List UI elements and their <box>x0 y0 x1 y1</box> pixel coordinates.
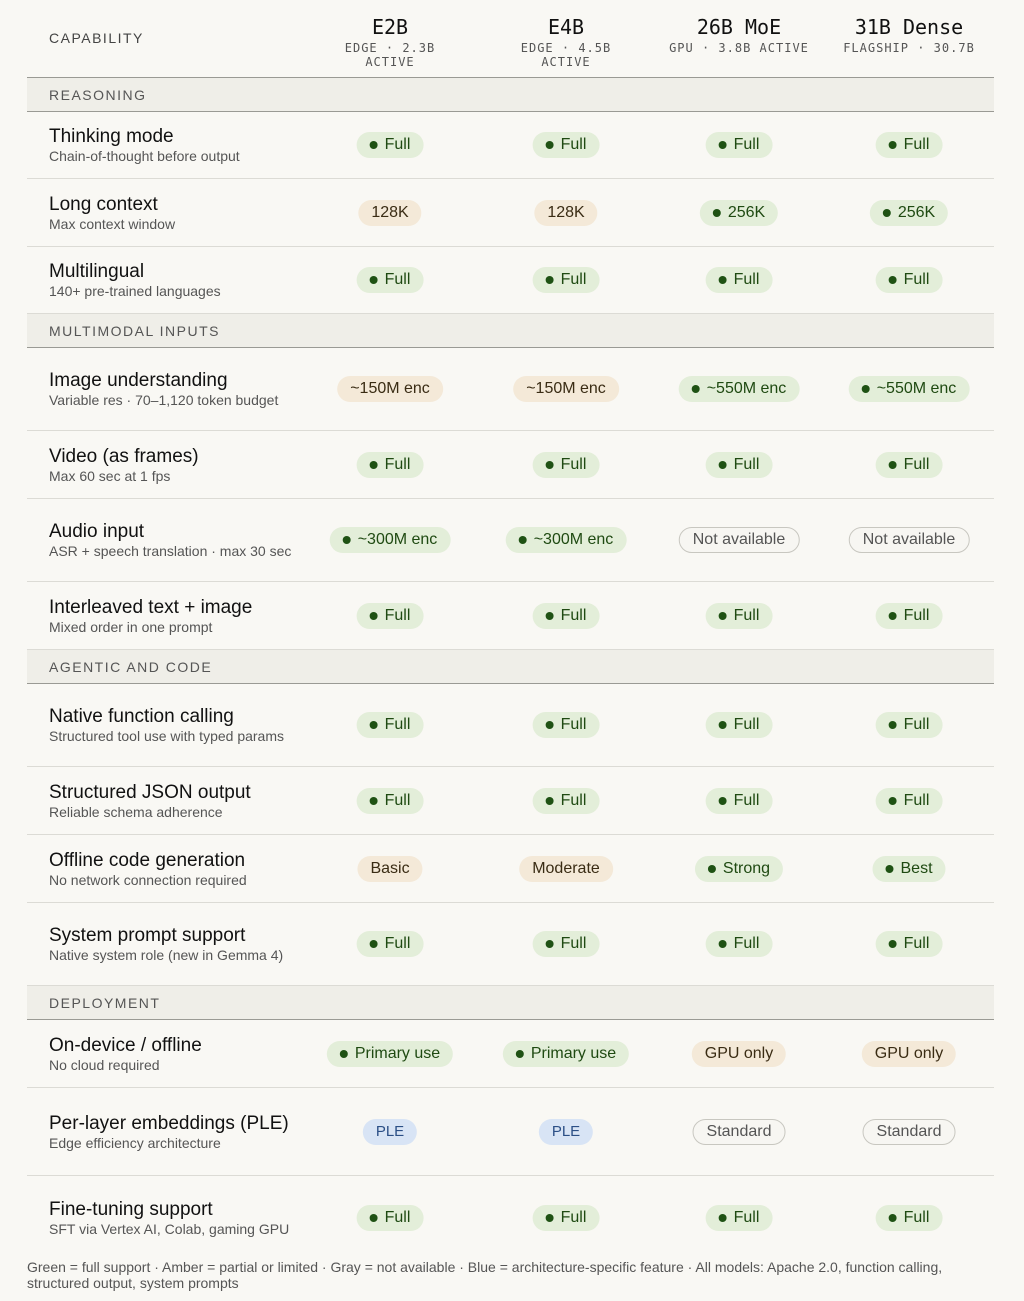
capability-description: Edge efficiency architecture <box>49 1134 221 1151</box>
support-badge-green <box>357 788 424 814</box>
status-dot-icon <box>546 940 554 948</box>
support-label: Moderate <box>532 859 600 877</box>
table-row <box>27 1176 994 1259</box>
support-label: Full <box>560 791 587 809</box>
support-label: Full <box>384 716 411 733</box>
support-badge-green <box>357 712 424 738</box>
support-badge-green <box>327 1041 453 1067</box>
support-cell <box>503 1041 629 1067</box>
support-label: GPU only <box>704 1044 774 1062</box>
capability-title: Image understanding <box>49 370 228 391</box>
status-dot-icon <box>719 612 727 620</box>
support-label: Primary use <box>354 1044 441 1062</box>
capability-cell <box>49 521 294 559</box>
support-cell <box>872 856 945 882</box>
support-badge-green <box>357 1205 424 1231</box>
support-badge-green <box>533 931 600 957</box>
support-cell <box>706 267 773 293</box>
capability-title: Video (as frames) <box>49 445 199 467</box>
support-cell <box>337 376 443 402</box>
status-dot-icon <box>889 141 897 149</box>
support-cell <box>876 132 943 158</box>
section-header <box>27 78 994 112</box>
support-cell <box>876 452 943 478</box>
capability-cell <box>49 1113 294 1151</box>
support-badge-green <box>330 527 451 553</box>
model-column-header <box>824 14 994 55</box>
capability-title: Offline code generation <box>49 849 246 871</box>
support-label: Full <box>560 716 587 733</box>
support-label: Strong <box>722 859 771 877</box>
support-cell <box>862 1041 956 1067</box>
support-badge-green <box>706 1205 773 1231</box>
model-name: 31B Dense <box>854 15 964 39</box>
capability-title: Fine-tuning support <box>49 1198 213 1220</box>
support-badge-green <box>503 1041 629 1067</box>
model-name: E2B <box>371 15 409 39</box>
capability-cell <box>49 925 294 963</box>
support-label: Basic <box>370 859 410 877</box>
support-cell <box>863 1119 956 1145</box>
support-label: Full <box>384 1208 411 1226</box>
status-dot-icon <box>370 276 378 284</box>
table-row <box>27 767 994 835</box>
support-badge-green <box>706 452 773 478</box>
capability-description: ASR + speech translation · max 30 sec <box>49 543 292 559</box>
support-badge-green <box>876 1205 943 1231</box>
status-dot-icon <box>546 1214 554 1222</box>
support-cell <box>533 603 600 629</box>
support-cell <box>679 527 800 553</box>
support-badge-green <box>706 132 773 158</box>
support-label: Not available <box>692 531 786 548</box>
support-badge-green <box>533 603 600 629</box>
support-badge-green <box>876 788 943 814</box>
model-subtitle: EDGE · 2.3B ACTIVE <box>344 41 436 69</box>
support-label: Full <box>733 791 760 809</box>
support-badge-green <box>706 788 773 814</box>
support-label: Full <box>384 271 411 288</box>
support-label: 256K <box>727 203 766 221</box>
support-label: Standard <box>706 1122 772 1140</box>
table-row <box>27 903 994 986</box>
status-dot-icon <box>719 276 727 284</box>
support-label: ~550M enc <box>706 380 787 397</box>
section-title: REASONING <box>49 86 147 103</box>
status-dot-icon <box>546 721 554 729</box>
capability-cell <box>49 782 294 820</box>
support-label: Full <box>560 606 587 624</box>
capability-title: Structured JSON output <box>49 781 251 803</box>
status-dot-icon <box>889 1214 897 1222</box>
support-cell <box>693 1119 786 1145</box>
support-badge-green <box>870 200 948 226</box>
support-badge-amber <box>519 856 613 882</box>
section-header <box>27 650 994 684</box>
status-dot-icon <box>546 797 554 805</box>
table-row <box>27 1088 994 1176</box>
support-badge-green <box>357 132 424 158</box>
status-dot-icon <box>692 385 700 393</box>
capability-description: Reliable schema adherence <box>49 803 223 820</box>
support-badge-gray <box>693 1119 786 1145</box>
support-label: GPU only <box>874 1044 944 1062</box>
support-label: Full <box>733 1208 760 1226</box>
support-label: Full <box>560 271 587 288</box>
support-badge-green <box>876 712 943 738</box>
support-cell <box>700 200 778 226</box>
support-badge-green <box>357 267 424 293</box>
capability-cell <box>49 446 294 484</box>
support-cell <box>357 931 424 957</box>
support-label: Full <box>384 791 411 809</box>
capability-title: System prompt support <box>49 925 246 946</box>
support-badge-amber <box>513 376 619 402</box>
status-dot-icon <box>370 940 378 948</box>
capability-description: No cloud required <box>49 1056 160 1073</box>
capability-cell <box>49 126 294 164</box>
support-cell <box>357 856 422 882</box>
support-cell <box>363 1119 417 1145</box>
capability-description: Max context window <box>49 215 176 232</box>
support-label: Full <box>903 935 930 952</box>
support-badge-green <box>533 1205 600 1231</box>
capability-title: Long context <box>49 193 158 215</box>
support-badge-green <box>876 931 943 957</box>
capability-cell <box>49 1035 294 1073</box>
support-badge-green <box>876 267 943 293</box>
support-label: Full <box>384 136 411 153</box>
support-label: Full <box>733 716 760 733</box>
support-cell <box>330 527 451 553</box>
support-cell <box>539 1119 593 1145</box>
support-cell <box>357 712 424 738</box>
capability-column-label: CAPABILITY <box>49 30 144 46</box>
status-dot-icon <box>340 1050 348 1058</box>
support-cell <box>706 1205 773 1231</box>
capability-title: Native function calling <box>49 706 234 727</box>
status-dot-icon <box>516 1050 524 1058</box>
support-label: Full <box>384 935 411 952</box>
status-dot-icon <box>546 141 554 149</box>
section-header <box>27 314 994 348</box>
support-badge-green <box>876 452 943 478</box>
status-dot-icon <box>713 209 721 217</box>
status-dot-icon <box>719 141 727 149</box>
support-label: Full <box>903 606 930 624</box>
support-label: Full <box>733 455 760 473</box>
support-badge-green <box>695 856 783 882</box>
support-badge-green <box>533 712 600 738</box>
support-label: ~300M enc <box>357 531 438 548</box>
support-cell <box>876 1205 943 1231</box>
support-badge-amber <box>862 1041 956 1067</box>
status-dot-icon <box>546 276 554 284</box>
model-name: 26B MoE <box>696 15 782 39</box>
status-dot-icon <box>708 865 716 873</box>
support-cell <box>506 527 627 553</box>
table-row <box>27 179 994 247</box>
support-cell <box>513 376 619 402</box>
support-label: Full <box>560 1208 587 1226</box>
support-cell <box>695 856 783 882</box>
model-name: E4B <box>547 15 585 39</box>
status-dot-icon <box>889 461 897 469</box>
support-badge-green <box>506 527 627 553</box>
support-cell <box>357 132 424 158</box>
support-label: Full <box>903 716 930 733</box>
support-cell <box>357 1205 424 1231</box>
support-label: PLE <box>375 1123 405 1140</box>
capability-title: Per-layer embeddings (PLE) <box>49 1112 289 1134</box>
support-cell <box>706 452 773 478</box>
section-title: AGENTIC AND CODE <box>49 658 213 675</box>
table-row <box>27 684 994 767</box>
capability-cell <box>49 706 294 744</box>
capability-cell <box>49 1199 294 1237</box>
section-header <box>27 986 994 1020</box>
status-dot-icon <box>719 461 727 469</box>
support-cell <box>706 712 773 738</box>
support-label: Best <box>900 859 933 877</box>
support-label: Full <box>733 935 760 952</box>
support-cell <box>327 1041 453 1067</box>
status-dot-icon <box>889 940 897 948</box>
table-row <box>27 431 994 499</box>
status-dot-icon <box>519 536 527 544</box>
support-label: 256K <box>897 203 936 221</box>
model-column-header <box>654 14 824 55</box>
support-badge-blue <box>363 1119 417 1145</box>
support-cell <box>357 603 424 629</box>
support-label: Full <box>384 606 411 624</box>
support-badge-green <box>876 603 943 629</box>
support-cell <box>533 1205 600 1231</box>
support-cell <box>357 267 424 293</box>
support-label: Full <box>903 271 930 288</box>
capability-description: Structured tool use with typed params <box>49 728 285 744</box>
support-label: ~150M enc <box>526 380 606 397</box>
support-label: Full <box>560 935 587 952</box>
support-cell <box>849 376 970 402</box>
capability-cell <box>49 597 294 635</box>
support-label: Full <box>903 1208 930 1226</box>
support-cell <box>533 788 600 814</box>
support-cell <box>870 200 948 226</box>
support-cell <box>706 931 773 957</box>
table-row <box>27 1020 994 1088</box>
status-dot-icon <box>719 940 727 948</box>
model-column-header <box>481 14 651 69</box>
capability-cell <box>49 194 294 232</box>
support-cell <box>533 267 600 293</box>
capability-title: Audio input <box>49 521 145 542</box>
status-dot-icon <box>862 385 870 393</box>
table-row <box>27 247 994 314</box>
table-row <box>27 112 994 179</box>
support-cell <box>876 603 943 629</box>
support-cell <box>706 788 773 814</box>
support-label: Full <box>384 455 411 473</box>
support-cell <box>679 376 800 402</box>
support-cell <box>876 931 943 957</box>
support-cell <box>692 1041 786 1067</box>
support-badge-green <box>357 931 424 957</box>
support-label: Full <box>733 606 760 624</box>
support-badge-green <box>679 376 800 402</box>
capability-title: Thinking mode <box>49 126 174 147</box>
model-subtitle: GPU · 3.8B ACTIVE <box>669 41 809 55</box>
status-dot-icon <box>370 1214 378 1222</box>
status-dot-icon <box>719 721 727 729</box>
support-label: Not available <box>862 531 956 548</box>
status-dot-icon <box>370 612 378 620</box>
model-subtitle: FLAGSHIP · 30.7B <box>843 41 975 55</box>
status-dot-icon <box>370 721 378 729</box>
support-badge-gray <box>679 527 800 553</box>
capability-description: Native system role (new in Gemma 4) <box>49 947 284 963</box>
support-badge-amber <box>337 376 443 402</box>
support-badge-green <box>533 267 600 293</box>
support-badge-blue <box>539 1119 593 1145</box>
section-title: DEPLOYMENT <box>49 994 161 1011</box>
support-badge-green <box>706 931 773 957</box>
status-dot-icon <box>370 797 378 805</box>
support-label: 128K <box>547 203 585 221</box>
support-cell <box>706 132 773 158</box>
support-badge-green <box>872 856 945 882</box>
status-dot-icon <box>883 209 891 217</box>
support-badge-gray <box>849 527 970 553</box>
support-label: 128K <box>371 203 409 221</box>
section-title: MULTIMODAL INPUTS <box>49 322 220 339</box>
support-badge-amber <box>358 200 421 226</box>
status-dot-icon <box>885 865 893 873</box>
capability-title: Interleaved text + image <box>49 596 253 618</box>
status-dot-icon <box>889 612 897 620</box>
capability-table <box>27 0 994 1259</box>
capability-description: Chain-of-thought before output <box>49 148 240 164</box>
support-badge-green <box>706 712 773 738</box>
capability-title: On-device / offline <box>49 1034 202 1056</box>
support-label: Primary use <box>530 1044 617 1062</box>
support-label: ~550M enc <box>876 380 957 397</box>
support-label: Full <box>733 136 760 153</box>
support-cell <box>876 267 943 293</box>
support-badge-amber <box>357 856 422 882</box>
support-label: Full <box>903 455 930 473</box>
support-label: PLE <box>551 1123 581 1140</box>
status-dot-icon <box>370 461 378 469</box>
support-badge-green <box>706 267 773 293</box>
model-subtitle: EDGE · 4.5B ACTIVE <box>520 41 612 69</box>
support-cell <box>706 603 773 629</box>
support-cell <box>357 788 424 814</box>
status-dot-icon <box>719 797 727 805</box>
capability-description: Mixed order in one prompt <box>49 618 213 635</box>
status-dot-icon <box>889 797 897 805</box>
support-badge-green <box>357 452 424 478</box>
capability-cell <box>49 850 294 888</box>
support-label: ~150M enc <box>350 380 430 397</box>
support-badge-amber <box>534 200 597 226</box>
support-badge-amber <box>692 1041 786 1067</box>
support-cell <box>876 788 943 814</box>
status-dot-icon <box>546 461 554 469</box>
status-dot-icon <box>719 1214 727 1222</box>
status-dot-icon <box>889 276 897 284</box>
support-badge-green <box>357 603 424 629</box>
support-cell <box>533 712 600 738</box>
support-cell <box>534 200 597 226</box>
capability-description: Max 60 sec at 1 fps <box>49 467 171 484</box>
status-dot-icon <box>343 536 351 544</box>
support-label: Full <box>560 455 587 473</box>
support-badge-green <box>533 788 600 814</box>
support-label: Full <box>560 136 587 153</box>
support-cell <box>533 132 600 158</box>
capability-cell <box>49 370 294 408</box>
model-column-header <box>305 14 475 69</box>
support-badge-green <box>876 132 943 158</box>
status-dot-icon <box>889 721 897 729</box>
support-cell <box>849 527 970 553</box>
support-badge-gray <box>863 1119 956 1145</box>
table-row <box>27 835 994 903</box>
table-row <box>27 499 994 582</box>
table-header <box>27 0 994 78</box>
capability-cell <box>49 261 294 299</box>
capability-description: Variable res · 70–1,120 token budget <box>49 392 279 408</box>
support-badge-green <box>706 603 773 629</box>
support-cell <box>876 712 943 738</box>
support-label: Full <box>903 791 930 809</box>
support-label: Full <box>733 271 760 288</box>
legend-footnote: Green = full support · Amber = partial or limited · Gray = not available · Blue = architecture-specific feature · All models: Apache 2.0, function calling, structured output, system prompts <box>27 1259 943 1291</box>
support-cell <box>519 856 613 882</box>
support-label: ~300M enc <box>533 531 614 548</box>
support-badge-green <box>849 376 970 402</box>
table-row <box>27 348 994 431</box>
support-badge-green <box>700 200 778 226</box>
support-badge-green <box>533 132 600 158</box>
capability-description: No network connection required <box>49 871 247 888</box>
support-cell <box>533 931 600 957</box>
support-label: Standard <box>876 1122 942 1140</box>
table-row <box>27 582 994 650</box>
capability-description: 140+ pre-trained languages <box>49 283 221 299</box>
support-cell <box>358 200 421 226</box>
capability-title: Multilingual <box>49 261 145 282</box>
support-cell <box>357 452 424 478</box>
capability-description: SFT via Vertex AI, Colab, gaming GPU <box>49 1220 290 1237</box>
support-label: Full <box>903 136 930 153</box>
status-dot-icon <box>546 612 554 620</box>
support-cell <box>533 452 600 478</box>
status-dot-icon <box>370 141 378 149</box>
support-badge-green <box>533 452 600 478</box>
